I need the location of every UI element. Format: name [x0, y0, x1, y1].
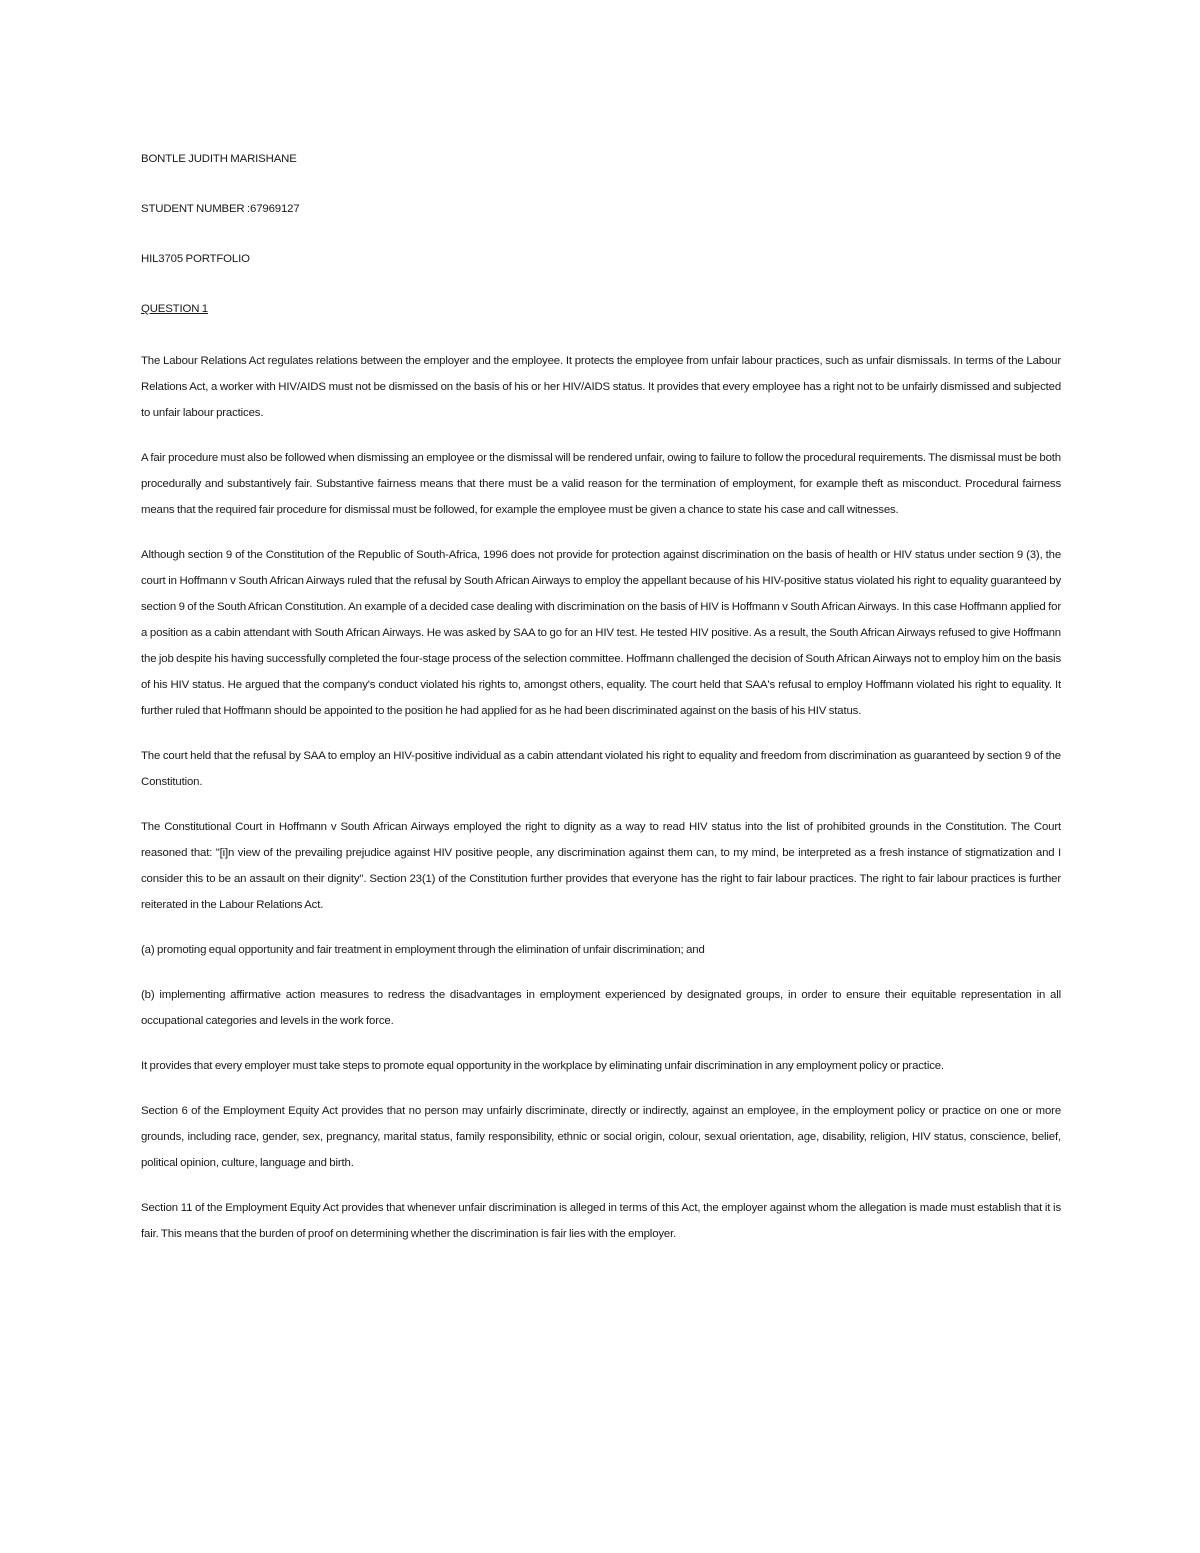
- paragraph-item-a: (a) promoting equal opportunity and fair treatment in employment through the elimination of unfair discrimination; and: [141, 944, 705, 956]
- paragraph-hoffmann-case: Although section 9 of the Constitution of the Republic of South-Africa, 1996 does not provide for protection against discrimination on the basis of health or HIV status under section 9 (3), the court in Hoffmann v South African Airways ruled that the refusal by South African Airways to employ the appellant because of his HIV-positive status violated his right to equality guaranteed by section 9 of the South African Constitution. An example of a decided case dealing with discrimination on the basis of HIV is Hoffmann v South African Airways. In this case Hoffmann applied for a position as a cabin attendant with South African Airways. He was asked by SAA to go for an HIV test. He tested HIV positive. As a result, the South African Airways refused to give Hoffmann the job despite his having successfully completed the four-stage process of the selection committee. Hoffmann challenged the decision of South African Airways not to employ him on the basis of his HIV status. He argued that the company's conduct violated his rights to, amongst others, equality. The court held that SAA's refusal to employ Hoffmann violated his right to equality. It further ruled that Hoffmann should be appointed to the position he had applied for as he had been discriminated against on the basis of his HIV status.: [141, 549, 1061, 717]
- author-name: BONTLE JUDITH MARISHANE: [141, 153, 297, 165]
- paragraph-right-to-dignity: The Constitutional Court in Hoffmann v South African Airways employed the right to dignity as a way to read HIV status into the list of prohibited grounds in the Constitution. The Court reasoned that: "[i]n view of the prevailing prejudice against HIV positive people, any discrimination against them can, to my mind, be interpreted as a fresh instance of stigmatization and I consider this to be an assault on their dignity". Section 23(1) of the Constitution further provides that everyone has the right to fair labour practices. The right to fair labour practices is further reiterated in the Labour Relations Act.: [141, 821, 1061, 911]
- student-number: STUDENT NUMBER :67969127: [141, 203, 300, 215]
- paragraph-section-6: Section 6 of the Employment Equity Act provides that no person may unfairly discriminate, directly or indirectly, against an employee, in the employment policy or practice on one or more grounds, including race, gender, sex, pregnancy, marital status, family responsibility, ethnic or social origin, colour, sexual orientation, age, disability, religion, HIV status, conscience, belief, political opinion, culture, language and birth.: [141, 1105, 1061, 1169]
- paragraph-item-b: (b) implementing affirmative action measures to redress the disadvantages in employment experienced by designated groups, in order to ensure their equitable representation in all occupational categories and levels in the work force.: [141, 989, 1061, 1027]
- paragraph-employer-steps: It provides that every employer must take steps to promote equal opportunity in the workplace by eliminating unfair discrimination in any employment policy or practice.: [141, 1060, 944, 1072]
- paragraph-court-held: The court held that the refusal by SAA to employ an HIV-positive individual as a cabin attendant violated his right to equality and freedom from discrimination as guaranteed by section 9 of the Constitution.: [141, 750, 1061, 788]
- document-body: [141, 150, 1061, 1266]
- paragraph-labour-relations-act: The Labour Relations Act regulates relations between the employer and the employee. It protects the employee from unfair labour practices, such as unfair dismissals. In terms of the Labour Relations Act, a worker with HIV/AIDS must not be dismissed on the basis of his or her HIV/AIDS status. It provides that every employee has a right not to be unfairly dismissed and subjected to unfair labour practices.: [141, 355, 1061, 419]
- paragraph-section-11: Section 11 of the Employment Equity Act provides that whenever unfair discrimination is alleged in terms of this Act, the employer against whom the allegation is made must establish that it is fair. This means that the burden of proof on determining whether the discrimination is fair lies with the employer.: [141, 1202, 1061, 1240]
- module-title: HIL3705 PORTFOLIO: [141, 253, 250, 265]
- question-heading: QUESTION 1: [141, 303, 208, 315]
- paragraph-fair-procedure: A fair procedure must also be followed when dismissing an employee or the dismissal will be rendered unfair, owing to failure to follow the procedural requirements. The dismissal must be both procedurally and substantively fair. Substantive fairness means that there must be a valid reason for the termination of employment, for example theft as misconduct. Procedural fairness means that the required fair procedure for dismissal must be followed, for example the employee must be given a chance to state his case and call witnesses.: [141, 452, 1061, 516]
